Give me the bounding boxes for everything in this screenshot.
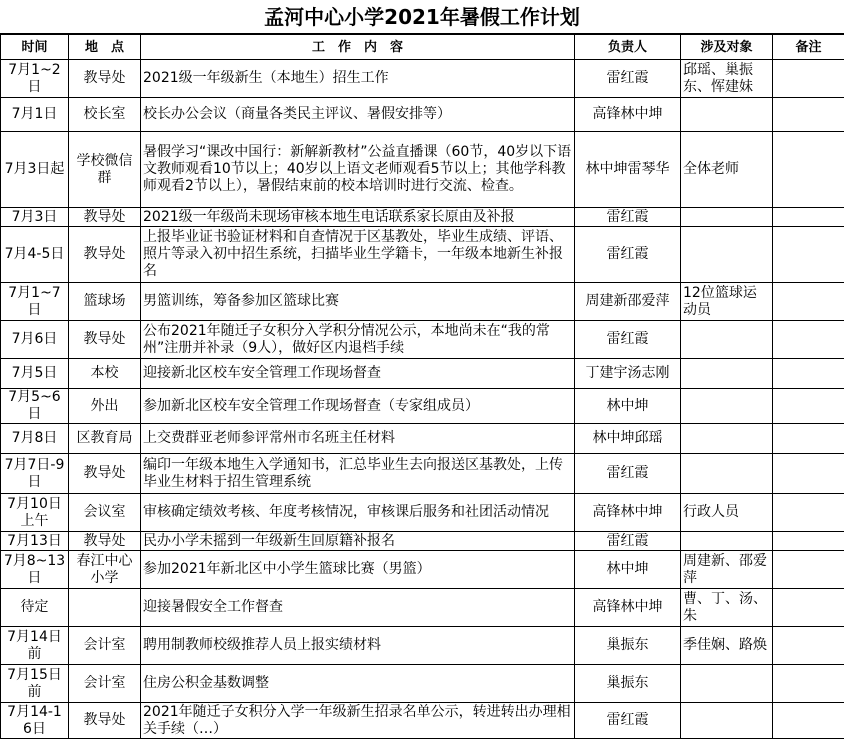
table-row	[1, 627, 844, 665]
cell-note	[773, 703, 844, 739]
cell-time: 7月10日上午	[1, 494, 69, 532]
cell-targets	[681, 454, 773, 494]
cell-owner: 巢振东	[575, 627, 681, 665]
cell-time: 7月8日	[1, 424, 69, 454]
cell-time: 7月13日	[1, 532, 69, 551]
cell-time: 7月1~2日	[1, 60, 69, 98]
cell-content: 聘用制教师校级推荐人员上报实绩材料	[141, 627, 575, 665]
cell-targets: 周建新、邵爱萍	[681, 551, 773, 589]
header-place: 地 点	[69, 35, 141, 60]
cell-owner: 林中坤	[575, 389, 681, 424]
cell-content: 迎接暑假安全工作督查	[141, 589, 575, 627]
cell-owner: 高锋林中坤	[575, 494, 681, 532]
cell-content: 参加2021年新北区中小学生篮球比赛（男篮）	[141, 551, 575, 589]
cell-note	[773, 424, 844, 454]
cell-place: 教导处	[69, 208, 141, 227]
cell-place	[69, 589, 141, 627]
cell-note	[773, 627, 844, 665]
page-title: 孟河中心小学2021年暑假工作计划	[0, 0, 844, 34]
cell-targets: 全体老师	[681, 132, 773, 208]
cell-place: 春江中心小学	[69, 551, 141, 589]
table-row	[1, 321, 844, 359]
cell-content: 审核确定绩效考核、年度考核情况，审核课后服务和社团活动情况	[141, 494, 575, 532]
cell-time: 7月14-16日	[1, 703, 69, 739]
cell-place: 教导处	[69, 703, 141, 739]
cell-targets	[681, 321, 773, 359]
cell-place: 教导处	[69, 60, 141, 98]
cell-note	[773, 494, 844, 532]
table-row	[1, 589, 844, 627]
table-row	[1, 132, 844, 208]
table-row	[1, 389, 844, 424]
header-owner: 负责人	[575, 35, 681, 60]
cell-owner: 巢振东	[575, 665, 681, 703]
table-row	[1, 494, 844, 532]
cell-place: 篮球场	[69, 283, 141, 321]
cell-time: 7月1~7日	[1, 283, 69, 321]
cell-content: 男篮训练，筹备参加区篮球比赛	[141, 283, 575, 321]
header-content: 工 作 内 容	[141, 35, 575, 60]
cell-targets	[681, 424, 773, 454]
cell-content: 民办小学未摇到一年级新生回原籍补报名	[141, 532, 575, 551]
cell-content: 暑假学习“课改中国行：新解新教材”公益直播课（60节，40岁以下语文教师观看10节以上；40岁以上语文老师观看5节以上；其他学科教师观看2节以上），暑假结束前的校本培训时进行交流、检查。	[141, 132, 575, 208]
cell-targets: 季佳娴、路焕	[681, 627, 773, 665]
cell-place: 教导处	[69, 227, 141, 283]
table-row	[1, 551, 844, 589]
cell-owner: 雷红霞	[575, 227, 681, 283]
cell-content: 2021级一年级尚未现场审核本地生电话联系家长原由及补报	[141, 208, 575, 227]
cell-time: 7月3日起	[1, 132, 69, 208]
cell-content: 公布2021年随迁子女积分入学积分情况公示，本地尚未在“我的常州”注册并补录（9人），做好区内退档手续	[141, 321, 575, 359]
cell-targets	[681, 532, 773, 551]
cell-place: 教导处	[69, 532, 141, 551]
cell-place: 会议室	[69, 494, 141, 532]
cell-content: 2021年随迁子女积分入学一年级新生招录名单公示，转进转出办理相关手续（…）	[141, 703, 575, 739]
cell-time: 7月15日前	[1, 665, 69, 703]
cell-owner: 林中坤	[575, 551, 681, 589]
cell-time: 7月3日	[1, 208, 69, 227]
cell-note	[773, 389, 844, 424]
cell-targets	[681, 208, 773, 227]
cell-note	[773, 208, 844, 227]
cell-place: 教导处	[69, 321, 141, 359]
cell-targets	[681, 665, 773, 703]
cell-place: 本校	[69, 359, 141, 389]
cell-note	[773, 283, 844, 321]
cell-time: 7月8~13日	[1, 551, 69, 589]
cell-note	[773, 532, 844, 551]
cell-owner: 雷红霞	[575, 208, 681, 227]
cell-place: 会计室	[69, 665, 141, 703]
cell-owner: 林中坤邱瑶	[575, 424, 681, 454]
cell-note	[773, 454, 844, 494]
cell-owner: 高锋林中坤	[575, 589, 681, 627]
work-plan-table	[0, 34, 844, 739]
cell-content: 2021级一年级新生（本地生）招生工作	[141, 60, 575, 98]
cell-time: 7月7日-9日	[1, 454, 69, 494]
cell-owner: 雷红霞	[575, 60, 681, 98]
table-row	[1, 424, 844, 454]
cell-content: 参加新北区校车安全管理工作现场督查（专家组成员）	[141, 389, 575, 424]
cell-content: 住房公积金基数调整	[141, 665, 575, 703]
cell-place: 会计室	[69, 627, 141, 665]
table-row	[1, 98, 844, 132]
table-row	[1, 532, 844, 551]
cell-targets	[681, 359, 773, 389]
cell-owner: 雷红霞	[575, 703, 681, 739]
table-row	[1, 359, 844, 389]
cell-time: 7月5日	[1, 359, 69, 389]
cell-time: 7月1日	[1, 98, 69, 132]
table-header-row	[1, 35, 844, 60]
cell-place: 学校微信群	[69, 132, 141, 208]
cell-content: 迎接新北区校车安全管理工作现场督查	[141, 359, 575, 389]
cell-owner: 雷红霞	[575, 532, 681, 551]
table-row	[1, 454, 844, 494]
cell-owner: 丁建宇汤志刚	[575, 359, 681, 389]
table-row	[1, 227, 844, 283]
header-note: 备注	[773, 35, 844, 60]
cell-owner: 林中坤雷琴华	[575, 132, 681, 208]
cell-time: 7月4-5日	[1, 227, 69, 283]
cell-owner: 高锋林中坤	[575, 98, 681, 132]
cell-content: 上报毕业证书验证材料和自查情况于区基教处，毕业生成绩、评语、照片等录入初中招生系统，扫描毕业生学籍卡，一年级本地新生补报名	[141, 227, 575, 283]
table-row	[1, 60, 844, 98]
cell-targets	[681, 98, 773, 132]
cell-targets	[681, 227, 773, 283]
cell-time: 7月14日前	[1, 627, 69, 665]
cell-content: 上交费群亚老师参评常州市名班主任材料	[141, 424, 575, 454]
cell-note	[773, 98, 844, 132]
cell-note	[773, 359, 844, 389]
header-targets: 涉及对象	[681, 35, 773, 60]
cell-owner: 雷红霞	[575, 321, 681, 359]
cell-targets	[681, 703, 773, 739]
cell-place: 区教育局	[69, 424, 141, 454]
cell-owner: 周建新邵爱萍	[575, 283, 681, 321]
table-row	[1, 665, 844, 703]
cell-note	[773, 589, 844, 627]
cell-note	[773, 321, 844, 359]
cell-time: 7月5~6日	[1, 389, 69, 424]
table-row	[1, 208, 844, 227]
cell-targets: 行政人员	[681, 494, 773, 532]
cell-place: 教导处	[69, 454, 141, 494]
cell-note	[773, 60, 844, 98]
header-time: 时间	[1, 35, 69, 60]
cell-place: 校长室	[69, 98, 141, 132]
cell-targets: 12位篮球运动员	[681, 283, 773, 321]
cell-targets: 邱瑶、巢振东、恽建妹	[681, 60, 773, 98]
cell-time: 待定	[1, 589, 69, 627]
cell-note	[773, 132, 844, 208]
cell-note	[773, 665, 844, 703]
cell-note	[773, 551, 844, 589]
table-row	[1, 283, 844, 321]
cell-targets	[681, 389, 773, 424]
cell-targets: 曹、丁、汤、朱	[681, 589, 773, 627]
cell-time: 7月6日	[1, 321, 69, 359]
cell-owner: 雷红霞	[575, 454, 681, 494]
cell-place: 外出	[69, 389, 141, 424]
table-row	[1, 703, 844, 739]
cell-note	[773, 227, 844, 283]
cell-content: 编印一年级本地生入学通知书，汇总毕业生去向报送区基教处，上传毕业生材料于招生管理系统	[141, 454, 575, 494]
cell-content: 校长办公会议（商量各类民主评议、暑假安排等）	[141, 98, 575, 132]
